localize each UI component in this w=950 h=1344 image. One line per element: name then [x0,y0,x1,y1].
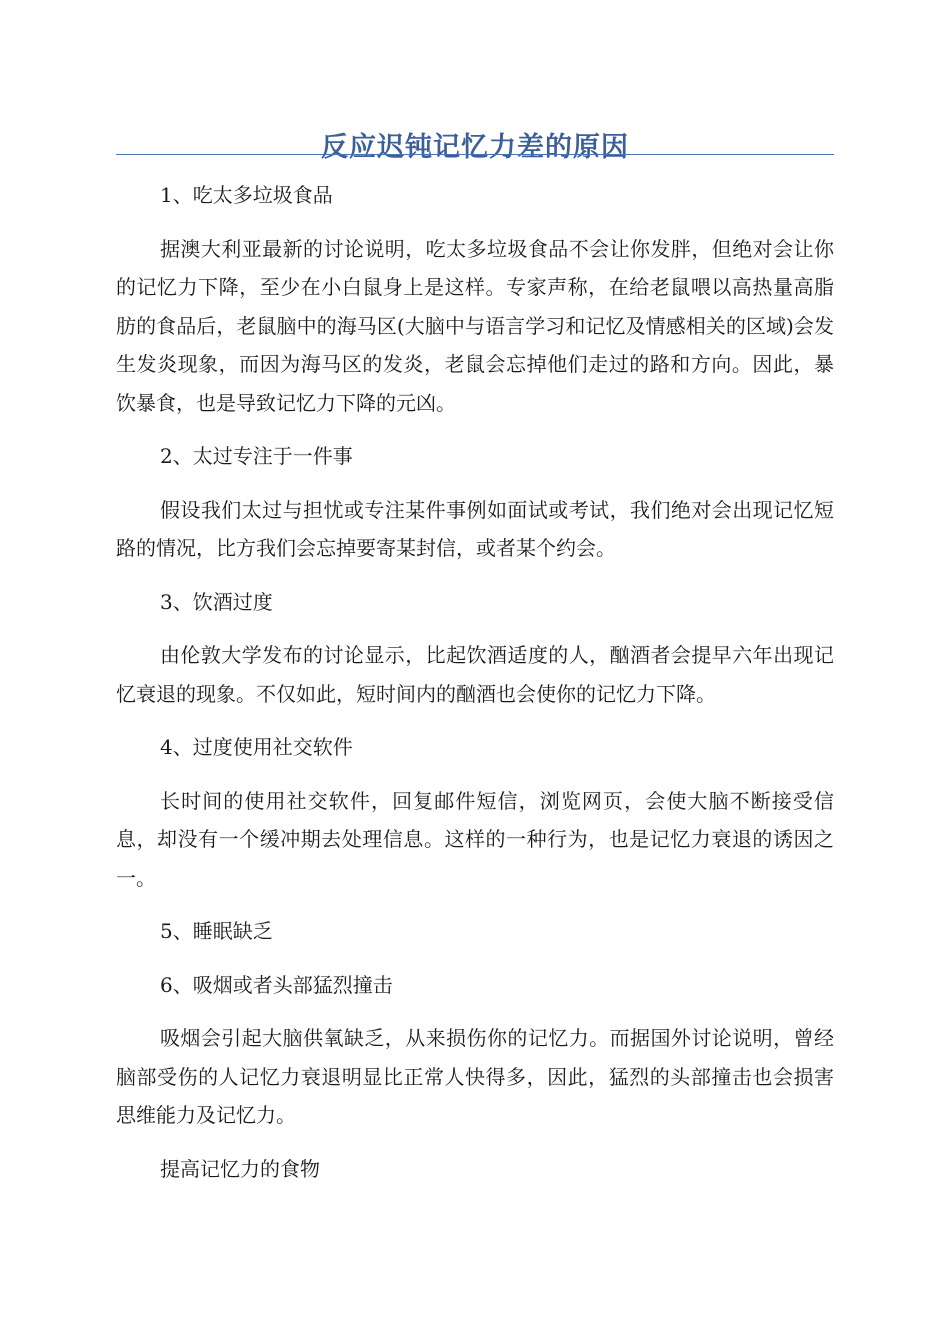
paragraph-focus: 假设我们太过与担忧或专注某件事例如面试或考试，我们绝对会出现记忆短路的情况，比方我们会忘掉要寄某封信，或者某个约会。 [116,497,834,560]
title-underline [116,154,834,155]
document-title: 反应迟钝记忆力差的原因 [321,132,629,164]
section-heading-alcohol: 3、饮酒过度 [160,589,273,614]
section-heading-junk-food: 1、吃太多垃圾食品 [160,183,333,207]
paragraph-alcohol: 由伦敦大学发布的讨论显示，比起饮酒适度的人，酗酒者会提早六年出现记忆衰退的现象。不仅如此，短时间内的酗酒也会使你的记忆力下降。 [116,643,834,706]
paragraph-smoking: 吸烟会引起大脑供氧缺乏，从来损伤你的记忆力。而据国外讨论说明，曾经脑部受伤的人记忆力衰退明显比正常人快得多，因此，猛烈的头部撞击也会损害思维能力及记忆力。 [116,1026,834,1127]
section-heading-memory-foods: 提高记忆力的食物 [160,1156,320,1181]
section-heading-sleep: 5、睡眠缺乏 [160,919,273,943]
section-heading-smoking: 6、吸烟或者头部猛烈撞击 [160,972,393,997]
section-heading-social-apps: 4、过度使用社交软件 [160,735,353,759]
paragraph-social-apps: 长时间的使用社交软件，回复邮件短信，浏览网页，会使大脑不断接受信息，却没有一个缓冲期去处理信息。这样的一种行为，也是记忆力衰退的诱因之一。 [116,788,834,890]
document-body [116,176,834,1203]
section-heading-focus: 2、太过专注于一件事 [160,444,353,468]
paragraph-junk-food: 据澳大利亚最新的讨论说明，吃太多垃圾食品不会让你发胖，但绝对会让你的记忆力下降，至少在小白鼠身上是这样。专家声称，在给老鼠喂以高热量高脂肪的食品后，老鼠脑中的海马区(大脑中与语言学习和记忆及情感相关的区域)会发生发炎现象，而因为海马区的发炎，老鼠会忘掉他们走过的路和方向。因此，暴饮暴食，也是导致记忆力下降的元凶。 [116,236,834,415]
